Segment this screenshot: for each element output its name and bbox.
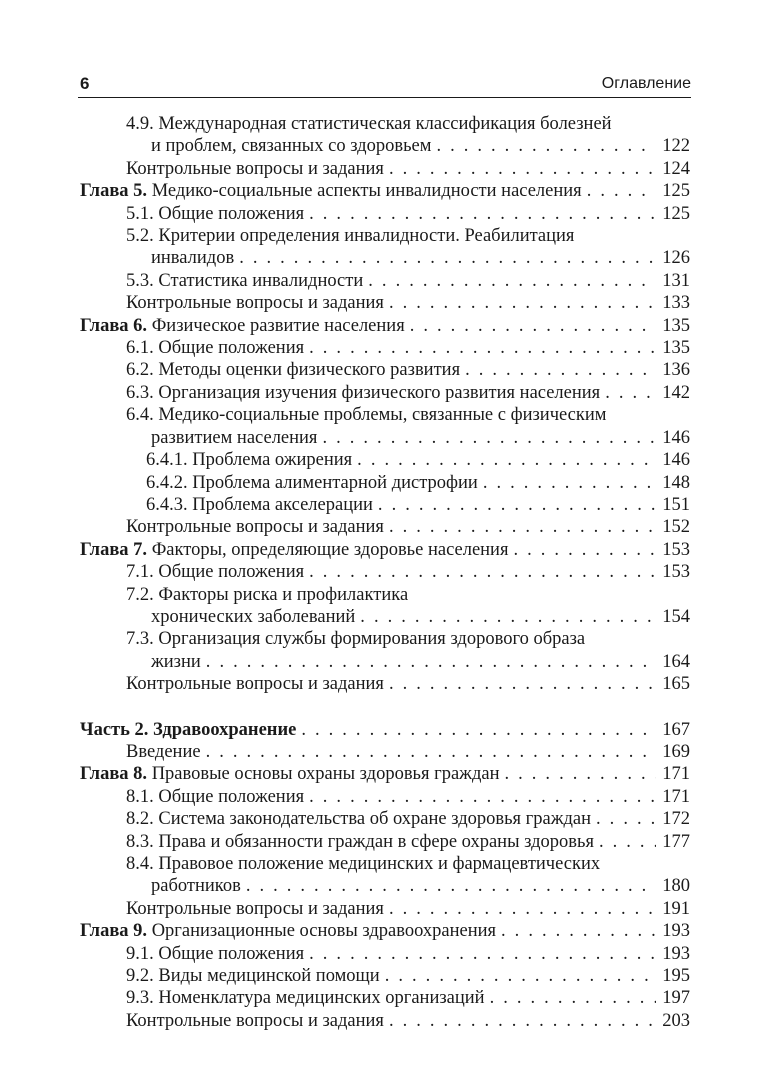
toc-gap bbox=[80, 696, 690, 719]
toc-entry-title: Контрольные вопросы и задания bbox=[126, 517, 384, 538]
toc-entry-line bbox=[146, 449, 690, 471]
toc-page-number: 146 bbox=[662, 427, 690, 448]
toc-entry-title: 9.3. Номенклатура медицинских организаций bbox=[126, 988, 485, 1009]
toc-page-number: 197 bbox=[662, 988, 690, 1009]
section-title: Оглавление bbox=[601, 75, 691, 92]
dot-leader bbox=[483, 472, 656, 494]
toc-page-number: 142 bbox=[662, 382, 690, 403]
dot-leader bbox=[389, 898, 656, 920]
toc-page-number: 133 bbox=[662, 293, 690, 314]
toc-entry-title: 6.1. Общие положения bbox=[126, 338, 305, 359]
toc-entry-title: 6.4.2. Проблема алиментарной дистрофии bbox=[146, 472, 478, 493]
dot-leader bbox=[309, 561, 656, 583]
toc-page-number: 154 bbox=[662, 606, 690, 627]
toc-entry-line bbox=[126, 853, 690, 875]
toc-entry-title: 7.2. Факторы риска и профилактика bbox=[126, 584, 409, 605]
toc-entry-line bbox=[126, 898, 690, 920]
page-number: 6 bbox=[80, 74, 90, 93]
toc-entry-title: Контрольные вопросы и задания bbox=[126, 1010, 384, 1031]
toc-entry-title: 9.2. Виды медицинской помощи bbox=[126, 966, 380, 987]
header-rule bbox=[78, 97, 691, 98]
toc-page-number: 153 bbox=[662, 562, 690, 583]
dot-leader bbox=[301, 719, 656, 741]
toc-entry[interactable] bbox=[80, 831, 690, 853]
toc-entry-title: 8.4. Правовое положение медицинских и фармацевтических bbox=[126, 854, 601, 874]
toc-page-number: 146 bbox=[662, 450, 690, 471]
toc-entry-title: инвалидов bbox=[151, 248, 235, 269]
toc-entry-line bbox=[126, 584, 690, 606]
toc-entry[interactable] bbox=[80, 472, 690, 494]
toc-entry[interactable] bbox=[80, 449, 690, 471]
toc-entry-title: 8.1. Общие положения bbox=[126, 786, 305, 807]
toc-page-number: 135 bbox=[662, 338, 690, 359]
toc-entry[interactable] bbox=[80, 494, 690, 516]
toc-entry-line bbox=[126, 292, 690, 314]
dot-leader bbox=[322, 427, 656, 449]
toc-entry-line bbox=[126, 247, 690, 269]
toc-entry-line bbox=[126, 987, 690, 1009]
toc-entry[interactable] bbox=[80, 808, 690, 830]
toc-entry-title: Глава 8. Правовые основы охраны здоровья граждан bbox=[80, 764, 500, 785]
toc-entry[interactable] bbox=[80, 315, 690, 337]
toc-page-number: 172 bbox=[662, 809, 690, 830]
toc-entry-title: 6.2. Методы оценки физического развития bbox=[126, 360, 461, 381]
dot-leader bbox=[309, 786, 656, 808]
toc-page-number: 151 bbox=[662, 494, 690, 515]
toc-entry-line bbox=[126, 404, 690, 426]
toc-entry-line bbox=[126, 135, 690, 157]
toc-entry-title: 6.4. Медико-социальные проблемы, связанные с физическим bbox=[126, 405, 607, 426]
dot-leader bbox=[501, 920, 656, 942]
toc-entry-title: и проблем, связанных со здоровьем bbox=[151, 136, 432, 157]
toc-entry-line bbox=[126, 225, 690, 247]
toc-entry-line bbox=[80, 763, 690, 785]
dot-leader bbox=[587, 180, 656, 202]
toc-heading-label: Глава 8. bbox=[80, 764, 148, 785]
toc-entry-line bbox=[126, 561, 690, 583]
dot-leader bbox=[389, 516, 656, 538]
toc-entry[interactable] bbox=[80, 584, 690, 629]
toc-entry-line bbox=[80, 539, 690, 561]
toc-entry-title: Глава 9. Организационные основы здравоохранения bbox=[80, 921, 497, 942]
dot-leader bbox=[239, 247, 656, 269]
toc-entry-line bbox=[126, 427, 690, 449]
toc-entry[interactable] bbox=[80, 561, 690, 583]
toc-entry-line bbox=[80, 180, 690, 202]
toc-entry[interactable] bbox=[80, 516, 690, 538]
toc-entry-line bbox=[126, 270, 690, 292]
toc-entry[interactable] bbox=[80, 673, 690, 695]
toc-entry[interactable] bbox=[80, 628, 690, 673]
toc-entry-line bbox=[126, 1010, 690, 1032]
toc-entry-line bbox=[126, 113, 690, 135]
toc-entry-line bbox=[126, 808, 690, 830]
toc-heading-label: Глава 5. bbox=[80, 181, 148, 202]
toc-entry-title: жизни bbox=[151, 651, 201, 672]
toc-entry-title: 6.4.3. Проблема акселерации bbox=[146, 494, 373, 515]
toc-entry-title: 8.3. Права и обязанности граждан в сфере охраны здоровья bbox=[126, 831, 594, 852]
toc-entry[interactable] bbox=[80, 382, 690, 404]
toc-entry-title: 5.2. Критерии определения инвалидности. Реабилитация bbox=[126, 226, 575, 247]
toc-entry[interactable] bbox=[80, 539, 690, 561]
dot-leader bbox=[309, 337, 656, 359]
toc-entry-title: Контрольные вопросы и задания bbox=[126, 898, 384, 919]
toc-page-number: 135 bbox=[662, 315, 690, 336]
toc-entry[interactable] bbox=[80, 853, 690, 898]
dot-leader bbox=[309, 203, 656, 225]
toc-entry-title: развитием населения bbox=[151, 427, 318, 448]
dot-leader bbox=[513, 539, 656, 561]
toc-page-number: 203 bbox=[662, 1010, 690, 1031]
toc-entry-title: Контрольные вопросы и задания bbox=[126, 158, 384, 179]
dot-leader bbox=[599, 831, 656, 853]
toc-entry[interactable] bbox=[80, 337, 690, 359]
toc-entry-line bbox=[126, 673, 690, 695]
toc-entry-title: 9.1. Общие положения bbox=[126, 943, 305, 964]
toc-entry[interactable] bbox=[80, 763, 690, 785]
toc-entry-title: хронических заболеваний bbox=[151, 606, 356, 627]
toc-page-number: 164 bbox=[662, 651, 690, 672]
toc-entry[interactable] bbox=[80, 741, 690, 763]
toc-entry[interactable] bbox=[80, 786, 690, 808]
toc-entry-title: 7.1. Общие положения bbox=[126, 562, 305, 583]
toc-page-number: 191 bbox=[662, 898, 690, 919]
toc-page-number: 167 bbox=[662, 719, 690, 740]
toc-page-number: 152 bbox=[662, 517, 690, 538]
toc-entry-line bbox=[126, 831, 690, 853]
toc-entry-title: 5.3. Статистика инвалидности bbox=[126, 270, 364, 291]
toc-page-number: 136 bbox=[662, 360, 690, 381]
toc-entry[interactable] bbox=[80, 270, 690, 292]
toc-entry-title: Введение bbox=[126, 741, 201, 762]
toc-entry[interactable] bbox=[80, 359, 690, 381]
toc-entry-title: Глава 7. Факторы, определяющие здоровье населения bbox=[80, 539, 509, 560]
toc-entry[interactable] bbox=[80, 113, 690, 158]
toc-page-number: 122 bbox=[662, 136, 690, 157]
dot-leader bbox=[385, 965, 656, 987]
toc-entry[interactable] bbox=[80, 987, 690, 1009]
toc-entry-line bbox=[126, 158, 690, 180]
toc-entry-title: 6.4.1. Проблема ожирения bbox=[146, 450, 353, 471]
toc-entry-title: Глава 5. Медико-социальные аспекты инвалидности населения bbox=[80, 181, 582, 202]
toc-page-number: 180 bbox=[662, 876, 690, 897]
dot-leader bbox=[360, 606, 656, 628]
toc-heading-label: Часть 2. Здравоохранение bbox=[80, 719, 297, 740]
toc-entry-line bbox=[126, 786, 690, 808]
toc-entry[interactable] bbox=[80, 292, 690, 314]
toc-page-number: 195 bbox=[662, 966, 690, 987]
toc-page-number: 124 bbox=[662, 158, 690, 179]
toc-entry-line bbox=[146, 472, 690, 494]
toc-entry-line bbox=[126, 741, 690, 763]
toc-page-number: 126 bbox=[662, 248, 690, 269]
toc-entry-line bbox=[126, 382, 690, 404]
toc-entry-title: 6.3. Организация изучения физического развития населения bbox=[126, 382, 601, 403]
toc-heading-label: Глава 9. bbox=[80, 921, 148, 942]
toc-entry-line bbox=[126, 943, 690, 965]
toc-entry-title: Контрольные вопросы и задания bbox=[126, 674, 384, 695]
toc-entry-title: Глава 6. Физическое развитие населения bbox=[80, 315, 405, 336]
dot-leader bbox=[389, 292, 656, 314]
toc-page-number: 171 bbox=[662, 786, 690, 807]
toc-entry-line bbox=[126, 628, 690, 650]
toc-entry[interactable] bbox=[80, 203, 690, 225]
toc-entry[interactable] bbox=[80, 158, 690, 180]
dot-leader bbox=[357, 449, 656, 471]
toc-page-number: 153 bbox=[662, 539, 690, 560]
toc-entry[interactable] bbox=[80, 225, 690, 270]
toc-entry[interactable] bbox=[80, 404, 690, 449]
dot-leader bbox=[465, 359, 656, 381]
toc-entry-line bbox=[80, 719, 690, 741]
toc-entry-line bbox=[126, 965, 690, 987]
toc-entry-line bbox=[126, 359, 690, 381]
dot-leader bbox=[368, 270, 656, 292]
toc-page-number: 193 bbox=[662, 921, 690, 942]
toc-entry-line bbox=[126, 516, 690, 538]
toc-entry-title: Контрольные вопросы и задания bbox=[126, 293, 384, 314]
toc-entry-line bbox=[126, 875, 690, 897]
toc-entry-line bbox=[126, 203, 690, 225]
toc-page-number: 148 bbox=[662, 472, 690, 493]
toc-entry[interactable] bbox=[80, 898, 690, 920]
toc-entry[interactable] bbox=[80, 719, 690, 741]
toc-page-number: 177 bbox=[662, 831, 690, 852]
toc-entry-line bbox=[80, 315, 690, 337]
toc-entry-line bbox=[126, 337, 690, 359]
toc-entry-line bbox=[80, 920, 690, 942]
toc-entry[interactable] bbox=[80, 1010, 690, 1032]
toc-page-number: 171 bbox=[662, 764, 690, 785]
toc-entry-title: 5.1. Общие положения bbox=[126, 203, 305, 224]
dot-leader bbox=[596, 808, 656, 830]
table-of-contents bbox=[80, 113, 690, 1032]
toc-page-number: 125 bbox=[662, 181, 690, 202]
toc-entry[interactable] bbox=[80, 965, 690, 987]
toc-page-number: 125 bbox=[662, 203, 690, 224]
dot-leader bbox=[605, 382, 656, 404]
dot-leader bbox=[504, 763, 656, 785]
toc-entry-title bbox=[80, 719, 296, 741]
toc-entry-line bbox=[126, 606, 690, 628]
toc-entry-title: 7.3. Организация службы формирования здорового образа bbox=[126, 629, 586, 650]
toc-page-number: 193 bbox=[662, 943, 690, 964]
toc-entry-title: 8.2. Система законодательства об охране здоровья граждан bbox=[126, 809, 592, 830]
toc-heading-label: Глава 7. bbox=[80, 539, 148, 560]
toc-entry-title: работников bbox=[151, 876, 241, 897]
toc-entry-line bbox=[146, 494, 690, 516]
toc-page-number: 165 bbox=[662, 674, 690, 695]
dot-leader bbox=[246, 875, 656, 897]
dot-leader bbox=[309, 943, 656, 965]
dot-leader bbox=[490, 987, 656, 1009]
dot-leader bbox=[389, 673, 656, 695]
dot-leader bbox=[378, 494, 656, 516]
toc-entry[interactable] bbox=[80, 180, 690, 202]
dot-leader bbox=[389, 1010, 656, 1032]
dot-leader bbox=[389, 158, 656, 180]
running-header bbox=[78, 72, 691, 98]
toc-heading-label: Глава 6. bbox=[80, 315, 148, 336]
toc-page-number: 169 bbox=[662, 741, 690, 762]
dot-leader bbox=[206, 651, 656, 673]
toc-entry-line bbox=[126, 651, 690, 673]
dot-leader bbox=[206, 741, 656, 763]
toc-entry-title: 4.9. Международная статистическая классификация болезней bbox=[126, 114, 612, 134]
dot-leader bbox=[436, 135, 656, 157]
toc-page-number: 131 bbox=[662, 270, 690, 291]
toc-entry[interactable] bbox=[80, 943, 690, 965]
toc-entry[interactable] bbox=[80, 920, 690, 942]
dot-leader bbox=[410, 315, 656, 337]
